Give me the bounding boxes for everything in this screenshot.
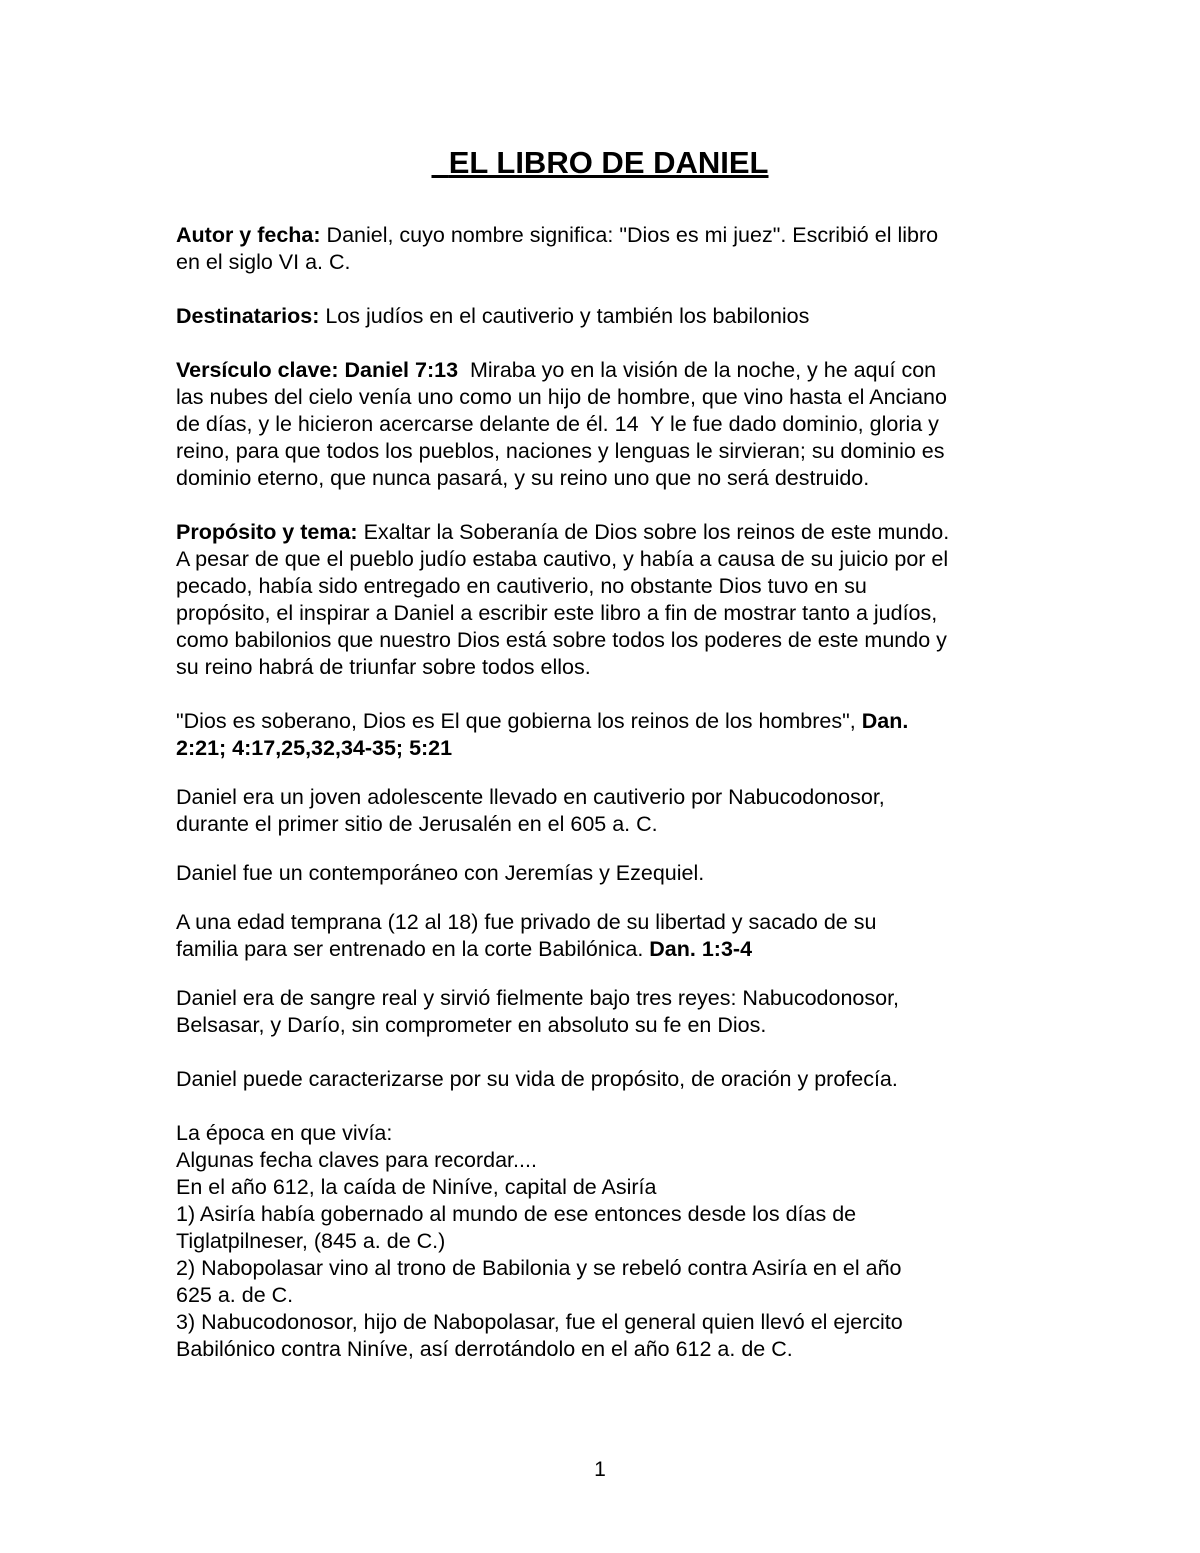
epoch-text-5: Tiglatpilneser, (845 a. de C.) bbox=[176, 1229, 446, 1253]
age-reference: Dan. 1:3-4 bbox=[649, 937, 753, 961]
epoch-section bbox=[176, 1120, 1036, 1363]
age-text-2: familia para ser entrenado en la corte Babilónica. bbox=[176, 937, 650, 961]
quote-text: "Dios es soberano, Dios es El que gobierna los reinos de los hombres", bbox=[176, 709, 862, 733]
epoch-heading: La época en que vivía: bbox=[176, 1121, 393, 1145]
royal-paragraph bbox=[176, 985, 1036, 1039]
purpose-label: Propósito y tema: bbox=[176, 520, 358, 544]
recipients-text: Los judíos en el cautiverio y también los babilonios bbox=[319, 304, 810, 328]
document-body bbox=[176, 222, 1036, 1390]
purpose-text-5: como babilonios que nuestro Dios está sobre todos los poderes de este mundo y bbox=[176, 628, 947, 652]
key-verse-label: Versículo clave: Daniel 7:13 bbox=[176, 358, 459, 382]
epoch-text-3: En el año 612, la caída de Niníve, capital de Asiría bbox=[176, 1175, 657, 1199]
epoch-text-8: 3) Nabucodonosor, hijo de Nabopolasar, fue el general quien llevó el ejercito bbox=[176, 1310, 903, 1334]
page-number: 1 bbox=[594, 1458, 606, 1481]
quote-reference-2: 2:21; 4:17,25,32,34-35; 5:21 bbox=[176, 736, 453, 760]
document-title bbox=[0, 146, 1200, 180]
author-text-2: en el siglo VI a. C. bbox=[176, 250, 351, 274]
key-verse-text-5: dominio eterno, que nunca pasará, y su reino uno que no será destruido. bbox=[176, 466, 870, 490]
purpose-text-6: su reino habrá de triunfar sobre todos ellos. bbox=[176, 655, 591, 679]
captivity-paragraph bbox=[176, 784, 1036, 838]
recipients-paragraph bbox=[176, 303, 1036, 330]
contemporary-paragraph bbox=[176, 860, 1036, 887]
recipients-label: Destinatarios: bbox=[176, 304, 320, 328]
author-label: Autor y fecha: bbox=[176, 223, 321, 247]
purpose-text-2: A pesar de que el pueblo judío estaba cautivo, y había a causa de su juicio por el bbox=[176, 547, 949, 571]
character-paragraph bbox=[176, 1066, 1036, 1093]
age-text-1: A una edad temprana (12 al 18) fue privado de su libertad y sacado de su bbox=[176, 910, 877, 934]
purpose-text-1: Exaltar la Soberanía de Dios sobre los reinos de este mundo. bbox=[357, 520, 950, 544]
epoch-text-9: Babilónico contra Niníve, así derrotándolo en el año 612 a. de C. bbox=[176, 1337, 793, 1361]
quote-paragraph bbox=[176, 708, 1036, 762]
quote-reference-1: Dan. bbox=[861, 709, 909, 733]
epoch-text-7: 625 a. de C. bbox=[176, 1283, 294, 1307]
key-verse-text-1: Miraba yo en la visión de la noche, y he aquí con bbox=[458, 358, 937, 382]
key-verse-text-2: las nubes del cielo venía uno como un hijo de hombre, que vino hasta el Anciano bbox=[176, 385, 947, 409]
title-text: EL LIBRO DE DANIEL bbox=[448, 145, 769, 180]
royal-text-1: Daniel era de sangre real y sirvió fielmente bajo tres reyes: Nabucodonosor, bbox=[176, 986, 900, 1010]
epoch-text-2: Algunas fecha claves para recordar.... bbox=[176, 1148, 537, 1172]
key-verse-paragraph bbox=[176, 357, 1036, 492]
author-paragraph bbox=[176, 222, 1036, 276]
character-text: Daniel puede caracterizarse por su vida de propósito, de oración y profecía. bbox=[176, 1067, 898, 1091]
purpose-text-3: pecado, había sido entregado en cautiverio, no obstante Dios tuvo en su bbox=[176, 574, 867, 598]
captivity-text-1: Daniel era un joven adolescente llevado en cautiverio por Nabucodonosor, bbox=[176, 785, 885, 809]
key-verse-text-3: de días, y le hicieron acercarse delante de él. 14 Y le fue dado dominio, gloria y bbox=[176, 412, 939, 436]
epoch-text-6: 2) Nabopolasar vino al trono de Babilonia y se rebeló contra Asiría en el año bbox=[176, 1256, 902, 1280]
age-paragraph bbox=[176, 909, 1036, 963]
key-verse-text-4: reino, para que todos los pueblos, naciones y lenguas le sirvieran; su dominio es bbox=[176, 439, 945, 463]
purpose-text-4: propósito, el inspirar a Daniel a escribir este libro a fin de mostrar tanto a judíos, bbox=[176, 601, 938, 625]
author-text-1: Daniel, cuyo nombre significa: "Dios es mi juez". Escribió el libro bbox=[320, 223, 939, 247]
captivity-text-2: durante el primer sitio de Jerusalén en el 605 a. C. bbox=[176, 812, 658, 836]
epoch-text-4: 1) Asiría había gobernado al mundo de ese entonces desde los días de bbox=[176, 1202, 857, 1226]
royal-text-2: Belsasar, y Darío, sin comprometer en absoluto su fe en Dios. bbox=[176, 1013, 767, 1037]
purpose-paragraph bbox=[176, 519, 1036, 681]
contemporary-text: Daniel fue un contemporáneo con Jeremías y Ezequiel. bbox=[176, 861, 705, 885]
